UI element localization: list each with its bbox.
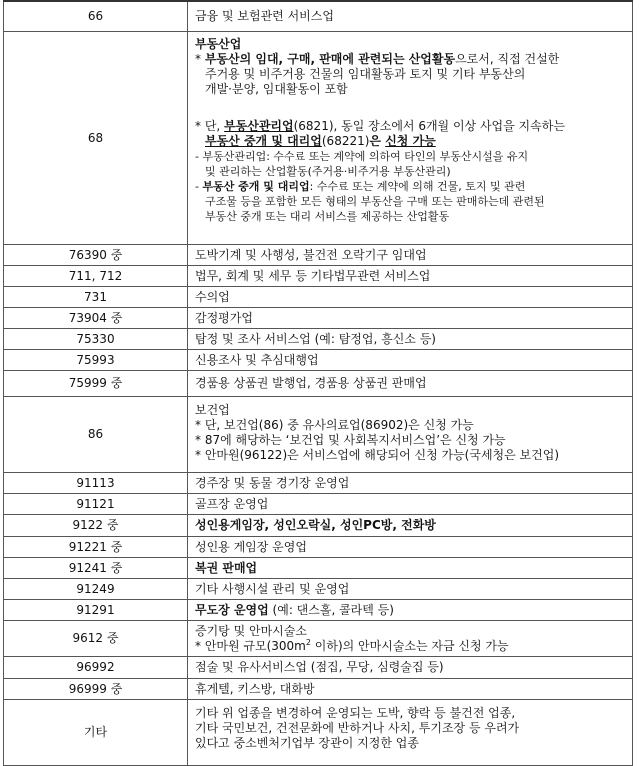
industry-code: 75993 (3, 350, 188, 370)
industry-description: 경주장 및 동물 경기장 운영업 (187, 473, 633, 493)
industry-code: 91113 (3, 473, 188, 493)
industry-code: 91121 (3, 494, 188, 514)
note-line: 기타 위 업종을 변경하여 운영되는 도박, 향락 등 불건전 업종, (195, 706, 516, 720)
industry-code: 기타 (3, 700, 188, 765)
industry-code: 96999 중 (3, 679, 188, 699)
industry-code: 9122 중 (3, 515, 188, 536)
industry-code: 9612 중 (3, 621, 188, 656)
industry-description: 성인용 게임장 운영업 (187, 537, 633, 557)
industry-description: 기타 사행시설 관리 및 운영업 (187, 579, 633, 599)
industry-code: 91249 (3, 579, 188, 599)
table-row (3, 578, 633, 599)
note-line: * 안마원(96122)은 서비스업에 해당되어 신청 가능(국세청은 보건업) (195, 448, 559, 462)
note-line: 주거용 및 비주거용 건물의 임대활동과 토지 및 기타 부동산의 (205, 67, 526, 81)
table-row (3, 599, 633, 620)
industry-description: 복권 판매업 (187, 558, 633, 578)
table-row (3, 31, 633, 244)
table-row (3, 557, 633, 578)
definition-line: 및 관리하는 산업활동(주거용·비주거용 부동산관리) (205, 165, 451, 178)
industry-code: 91241 중 (3, 558, 188, 578)
table-row (3, 307, 633, 328)
table-row (3, 244, 633, 265)
table-row (3, 699, 633, 765)
industry-code: 76390 중 (3, 245, 188, 265)
industry-code: 66 (3, 2, 188, 31)
industry-description: 수의업 (187, 287, 633, 307)
industry-description: 성인용게임장, 성인오락실, 성인PC방, 전화방 (187, 515, 633, 536)
industry-code: 73904 중 (3, 308, 188, 328)
note-line: 기타 국민보건, 건전문화에 반하거나 사치, 투기조장 등 우려가 (195, 721, 520, 735)
note-line: * 단, 보건업(86) 중 유사의료업(86902)은 신청 가능 (195, 418, 474, 432)
definition-line: - 부동산관리업: 수수료 또는 계약에 의하여 타인의 부동산시설을 유지 (195, 150, 529, 163)
industry-description (187, 700, 633, 765)
table-row (3, 286, 633, 307)
industry-code: 86 (3, 397, 188, 472)
industry-description: 휴게텔, 키스방, 대화방 (187, 679, 633, 699)
industry-code: 75999 중 (3, 371, 188, 396)
industry-description (187, 397, 633, 472)
table-row (3, 396, 633, 472)
industry-description: 경품용 상품권 발행업, 경품용 상품권 판매업 (187, 371, 633, 396)
industry-description: 점술 및 유사서비스업 (점집, 무당, 심령술집 등) (187, 657, 633, 678)
definition-line: 구조물 등을 포함한 모든 형태의 부동산을 구매 또는 판매하는데 관련된 (205, 195, 545, 208)
note-line: * 단, 부동산관리업(6821), 동일 장소에서 6개월 이상 사업을 지속하는 (195, 119, 565, 133)
industry-code: 711, 712 (3, 266, 188, 286)
industry-description: 감정평가업 (187, 308, 633, 328)
note-line: 개발·분양, 임대활동이 포함 (205, 82, 348, 96)
table-row (3, 678, 633, 699)
table-row (3, 514, 633, 536)
note-line: * 87에 해당하는 ‘보건업 및 사회복지서비스업’은 신청 가능 (195, 433, 506, 447)
industry-description: 신용조사 및 추심대행업 (187, 350, 633, 370)
industry-code: 96992 (3, 657, 188, 678)
industry-code: 731 (3, 287, 188, 307)
note-line: 부동산 중개 및 대리업(68221)은 신청 가능 (205, 134, 436, 148)
industry-description: 금융 및 보험관련 서비스업 (187, 2, 633, 31)
industry-code: 75330 (3, 329, 188, 349)
industry-description: 도박기계 및 사행성, 불건전 오락기구 임대업 (187, 245, 633, 265)
industry-description: 무도장 운영업 (예: 댄스홀, 콜라텍 등) (187, 600, 633, 620)
industry-code: 91221 중 (3, 537, 188, 557)
industry-description: 탐정 및 조사 서비스업 (예: 탐정업, 흥신소 등) (187, 329, 633, 349)
table-row (3, 493, 633, 514)
table-row (3, 370, 633, 396)
table-row (3, 328, 633, 349)
industry-code: 91291 (3, 600, 188, 620)
note-line: * 부동산의 임대, 구매, 판매에 관련되는 산업활동으로서, 직접 건설한 (195, 52, 560, 66)
industry-description (187, 621, 633, 656)
note-line: * 안마원 규모($300m^2$ 이하)의 안마시술소는 자금 신청 가능 (195, 638, 509, 653)
definition-line: - 부동산 중개 및 대리업: 수수료 또는 계약에 의해 건물, 토지 및 관련 (195, 180, 526, 193)
definition-line: 부동산 중개 또는 대리 서비스를 제공하는 산업활동 (205, 210, 450, 223)
industry-code: 68 (3, 32, 188, 244)
table-row (3, 265, 633, 286)
section-title: 부동산업 (195, 37, 242, 51)
excluded-industries-table (3, 0, 633, 766)
table-row (3, 620, 633, 656)
table-row (3, 349, 633, 370)
table-row (3, 0, 633, 31)
section-title: 증기탕 및 안마시술소 (195, 624, 307, 638)
note-line: 있다고 중소벤처기업부 장관이 지정한 업종 (195, 736, 419, 750)
table-row (3, 656, 633, 678)
table-row (3, 472, 633, 493)
table-row (3, 536, 633, 557)
industry-description (187, 32, 633, 244)
industry-description: 법무, 회계 및 세무 등 기타법무관련 서비스업 (187, 266, 633, 286)
industry-description: 골프장 운영업 (187, 494, 633, 514)
section-title: 보건업 (195, 403, 230, 417)
